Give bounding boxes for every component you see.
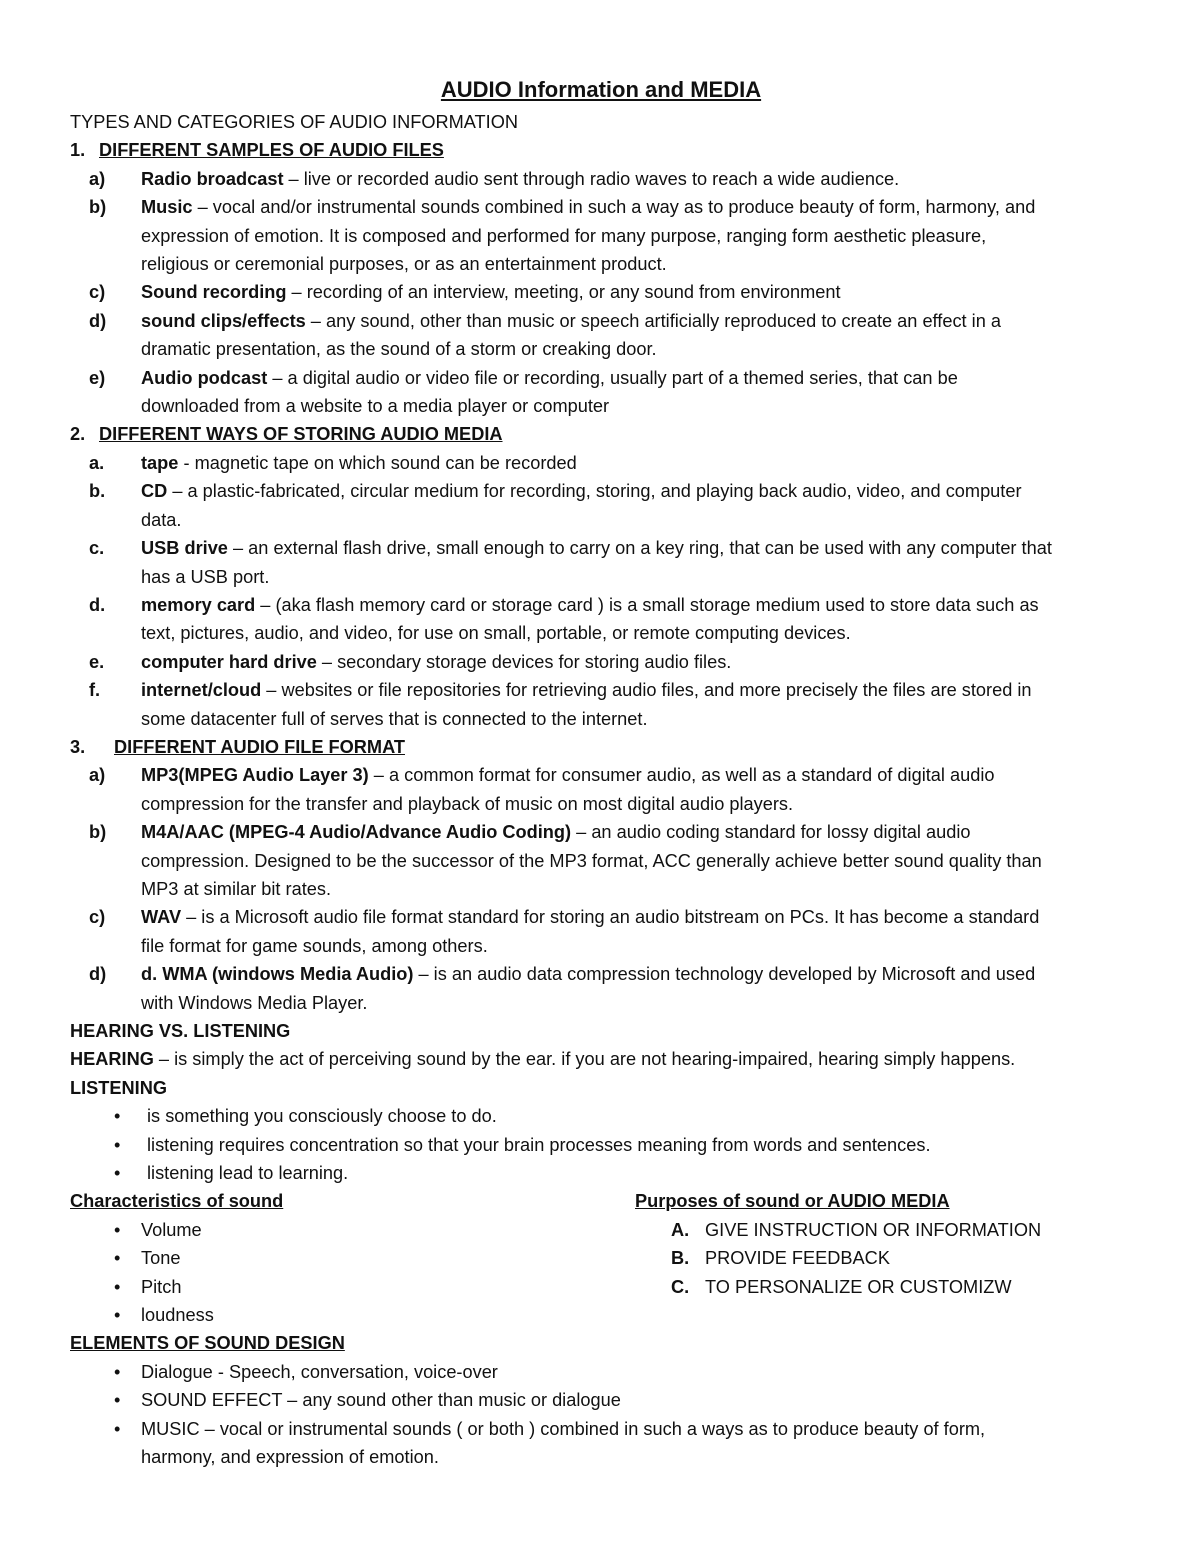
list-item xyxy=(70,534,1132,562)
item-continuation: expression of emotion. It is composed and performed for many purpose, ranging form aesthetic pleasure, xyxy=(141,225,987,246)
purposes-heading: Purposes of sound or AUDIO MEDIA xyxy=(635,1191,950,1212)
item-text: – recording of an interview, meeting, or any sound from environment xyxy=(286,282,841,303)
elements-heading: ELEMENTS OF SOUND DESIGN xyxy=(70,1333,345,1354)
elements-heading-row xyxy=(70,1329,1132,1357)
item-marker: e. xyxy=(89,651,105,672)
section-2-list xyxy=(70,449,1132,733)
item-text: TO PERSONALIZE OR CUSTOMIZW xyxy=(705,1276,1012,1297)
list-item xyxy=(70,1273,630,1301)
item-continuation: harmony, and expression of emotion. xyxy=(141,1447,439,1468)
item-marker: c) xyxy=(89,907,106,928)
item-text: MUSIC – vocal or instrumental sounds ( or both ) combined in such a ways as to produce beauty of form, xyxy=(141,1418,986,1439)
list-item xyxy=(70,1216,630,1244)
item-text: – a plastic-fabricated, circular medium for recording, storing, and playing back audio, video, and computer xyxy=(167,481,1022,502)
item-text: Pitch xyxy=(141,1276,182,1297)
bullet-icon: • xyxy=(114,1390,121,1411)
listening-list xyxy=(70,1102,1132,1187)
item-text: – a digital audio or video file or recording, usually part of a themed series, that can be xyxy=(267,367,958,388)
bullet-icon: • xyxy=(114,1305,121,1326)
item-term: USB drive xyxy=(141,538,228,559)
item-continuation: MP3 at similar bit rates. xyxy=(141,878,332,899)
elements-list xyxy=(70,1358,1132,1472)
bullet-icon: • xyxy=(114,1134,121,1155)
item-marker: d) xyxy=(89,310,107,331)
list-item xyxy=(70,1102,1132,1130)
item-term: M4A/AAC (MPEG-4 Audio/Advance Audio Coding) xyxy=(141,822,572,843)
item-text: – an audio coding standard for lossy digital audio xyxy=(571,822,971,843)
list-item xyxy=(70,1244,630,1272)
item-text: – is an audio data compression technology developed by Microsoft and used xyxy=(413,964,1036,985)
section-title: DIFFERENT WAYS OF STORING AUDIO MEDIA xyxy=(99,424,503,445)
item-continuation: compression for the transfer and playback of music on most digital audio players. xyxy=(141,793,794,814)
item-text: – a common format for consumer audio, as well as a standard of digital audio xyxy=(368,765,995,786)
item-term: CD xyxy=(141,481,168,502)
document-page xyxy=(70,74,1132,1471)
item-continuation: text, pictures, audio, and video, for use on small, portable, or remote computing devices. xyxy=(141,623,851,644)
bullet-icon: • xyxy=(114,1418,121,1439)
purposes-list xyxy=(635,1216,1125,1301)
list-item xyxy=(70,591,1132,619)
hearing-term: HEARING xyxy=(70,1049,154,1070)
bullet-icon: • xyxy=(114,1106,121,1127)
item-continuation: some datacenter full of serves that is connected to the internet. xyxy=(141,708,648,729)
item-marker: b. xyxy=(89,481,106,502)
bullet-icon: • xyxy=(114,1219,121,1240)
section-number: 1. xyxy=(70,140,86,161)
list-item xyxy=(70,903,1132,931)
list-item xyxy=(70,676,1132,704)
item-continuation: religious or ceremonial purposes, or as an entertainment product. xyxy=(141,254,667,275)
item-text: - magnetic tape on which sound can be recorded xyxy=(178,452,577,473)
item-continuation: with Windows Media Player. xyxy=(141,992,368,1013)
item-term: d. WMA (windows Media Audio) xyxy=(141,964,414,985)
list-item xyxy=(70,960,1132,988)
list-item xyxy=(70,648,1132,676)
section-number: 2. xyxy=(70,424,86,445)
list-item xyxy=(635,1244,1125,1272)
list-item xyxy=(70,449,1132,477)
item-marker: d) xyxy=(89,964,107,985)
item-term: Radio broadcast xyxy=(141,168,284,189)
section-number: 3. xyxy=(70,736,86,757)
list-item xyxy=(635,1273,1125,1301)
item-term: computer hard drive xyxy=(141,651,317,672)
section-1-heading xyxy=(70,136,1132,164)
item-marker: a. xyxy=(89,452,105,473)
item-marker: c) xyxy=(89,282,106,303)
item-term: tape xyxy=(141,452,179,473)
section-title: DIFFERENT SAMPLES OF AUDIO FILES xyxy=(99,140,444,161)
item-marker: A. xyxy=(671,1219,690,1240)
list-item xyxy=(70,307,1132,335)
list-item xyxy=(635,1216,1125,1244)
characteristics-heading: Characteristics of sound xyxy=(70,1191,284,1212)
item-text: loudness xyxy=(141,1305,214,1326)
list-item xyxy=(70,1159,1132,1187)
bullet-icon: • xyxy=(114,1163,121,1184)
subtitle: TYPES AND CATEGORIES OF AUDIO INFORMATION xyxy=(70,112,518,132)
item-continuation: file format for game sounds, among others. xyxy=(141,935,488,956)
section-2-heading xyxy=(70,420,1132,448)
bullet-icon: • xyxy=(114,1276,121,1297)
purposes-column xyxy=(635,1187,1125,1301)
list-item xyxy=(70,761,1132,789)
document-title: AUDIO Information and MEDIA xyxy=(440,77,762,102)
list-item xyxy=(70,1358,1132,1386)
item-text: Volume xyxy=(141,1219,202,1240)
item-marker: B. xyxy=(671,1248,690,1269)
item-term: internet/cloud xyxy=(141,680,262,701)
item-text: is something you consciously choose to do. xyxy=(147,1106,497,1127)
item-text: – secondary storage devices for storing audio files. xyxy=(316,651,732,672)
list-item xyxy=(70,165,1132,193)
section-1-list xyxy=(70,165,1132,421)
list-item xyxy=(70,1131,1132,1159)
item-text: – vocal and/or instrumental sounds combined in such a way as to produce beauty of form, harmony, and xyxy=(192,197,1036,218)
item-term: MP3(MPEG Audio Layer 3) xyxy=(141,765,369,786)
item-marker: a) xyxy=(89,765,106,786)
list-item xyxy=(70,1415,1132,1443)
list-item xyxy=(70,1301,630,1329)
item-term: sound clips/effects xyxy=(141,310,306,331)
listening-heading: LISTENING xyxy=(70,1077,168,1098)
list-item xyxy=(70,818,1132,846)
bullet-icon: • xyxy=(114,1248,121,1269)
section-3-list xyxy=(70,761,1132,1017)
item-text: Tone xyxy=(141,1248,181,1269)
item-text: PROVIDE FEEDBACK xyxy=(705,1248,890,1269)
item-text: – is a Microsoft audio file format standard for storing an audio bitstream on PCs. It has become a standard xyxy=(181,907,1040,928)
item-marker: a) xyxy=(89,168,106,189)
list-item xyxy=(70,477,1132,505)
item-text: – live or recorded audio sent through radio waves to reach a wide audience. xyxy=(283,168,900,189)
item-marker: e) xyxy=(89,367,106,388)
section-title: DIFFERENT AUDIO FILE FORMAT xyxy=(114,736,405,757)
hearing-text: – is simply the act of perceiving sound by the ear. if you are not hearing-impaired, hearing simply happens. xyxy=(153,1049,1016,1070)
item-text: listening lead to learning. xyxy=(147,1163,349,1184)
two-column-block xyxy=(70,1187,1132,1329)
item-text: GIVE INSTRUCTION OR INFORMATION xyxy=(705,1219,1042,1240)
item-text: Dialogue - Speech, conversation, voice-over xyxy=(141,1361,498,1382)
item-continuation: downloaded from a website to a media player or computer xyxy=(141,396,610,417)
bullet-icon: • xyxy=(114,1361,121,1382)
item-term: memory card xyxy=(141,594,256,615)
item-term: Sound recording xyxy=(141,282,287,303)
item-term: WAV xyxy=(141,907,182,928)
hearing-listening-heading: HEARING VS. LISTENING xyxy=(70,1021,291,1041)
hearing-definition xyxy=(70,1045,1132,1073)
list-item xyxy=(70,278,1132,306)
item-continuation: data. xyxy=(141,509,182,530)
item-text: listening requires concentration so that your brain processes meaning from words and sentences. xyxy=(147,1134,931,1155)
item-continuation: has a USB port. xyxy=(141,566,270,587)
section-3-heading xyxy=(70,733,1132,761)
list-item xyxy=(70,364,1132,392)
list-item xyxy=(70,1386,1132,1414)
item-marker: b) xyxy=(89,197,107,218)
item-text: – any sound, other than music or speech artificially reproduced to create an effect in a xyxy=(305,310,1001,331)
item-text: – websites or file repositories for retrieving audio files, and more precisely the files are stored in xyxy=(261,680,1032,701)
item-marker: f. xyxy=(89,680,101,701)
item-continuation: compression. Designed to be the successor of the MP3 format, ACC generally achieve better sound quality than xyxy=(141,850,1042,871)
item-term: Audio podcast xyxy=(141,367,268,388)
item-marker: d. xyxy=(89,594,106,615)
list-item xyxy=(70,193,1132,221)
item-marker: C. xyxy=(671,1276,690,1297)
item-text: – (aka flash memory card or storage card ) is a small storage medium used to store data such as xyxy=(255,594,1039,615)
item-text: SOUND EFFECT – any sound other than music or dialogue xyxy=(141,1390,621,1411)
item-term: Music xyxy=(141,197,193,218)
item-continuation: dramatic presentation, as the sound of a storm or creaking door. xyxy=(141,339,657,360)
item-marker: c. xyxy=(89,538,105,559)
item-marker: b) xyxy=(89,822,107,843)
characteristics-column xyxy=(70,1187,630,1329)
characteristics-list xyxy=(70,1216,630,1330)
item-text: – an external flash drive, small enough to carry on a key ring, that can be used with any computer that xyxy=(227,538,1052,559)
